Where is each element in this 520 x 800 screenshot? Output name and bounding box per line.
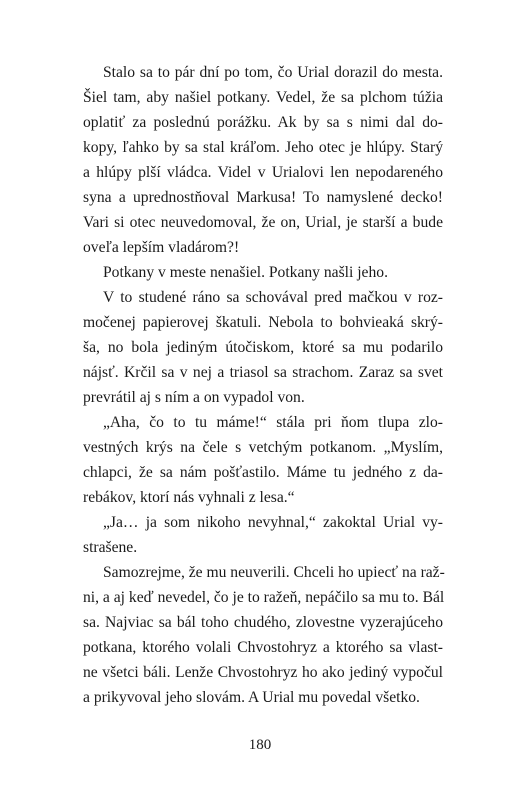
text-line: oveľa lepším vladárom?! — [83, 239, 240, 256]
text-line: vestných krýs na čele s vetchým potkanom. „Myslím, — [83, 439, 443, 456]
text-line: Šiel tam, aby našiel potkany. Vedel, že sa plchom túžia — [83, 89, 443, 106]
text-line: kopy, ľahko by sa stal kráľom. Jeho otec je hlúpy. Starý — [83, 139, 443, 156]
text-line: Samozrejme, že mu neuverili. Chceli ho upiecť na raž- — [103, 564, 445, 581]
text-line: V to studené ráno sa schovával pred mačkou v roz- — [103, 289, 443, 306]
text-line: sa. Najviac sa bál toho chudého, zlovestne vyzerajúceho — [83, 614, 443, 631]
text-line: nájsť. Krčil sa v nej a triasol sa strachom. Zaraz sa svet — [83, 364, 443, 381]
text-line: oplatiť za poslednú porážku. Ak by sa s nimi dal do- — [83, 114, 443, 131]
page-number: 180 — [248, 737, 272, 753]
text-line: Vari si otec neuvedomoval, že on, Urial, je starší a bude — [83, 214, 443, 231]
paragraph — [83, 260, 443, 285]
paragraph — [83, 285, 443, 410]
paragraph — [83, 560, 443, 710]
text-line: „Ja… ja som nikoho nevyhnal,“ zakoktal Urial vy- — [103, 514, 443, 531]
text-line: ne všetci báli. Lenže Chvostohryz ho ako jediný vypočul — [83, 664, 443, 681]
text-line: Stalo sa to pár dní po tom, čo Urial dorazil do mesta. — [103, 64, 443, 81]
text-line: ša, no bola jediným útočiskom, ktoré sa mu podarilo — [83, 339, 443, 356]
paragraph — [83, 60, 443, 260]
paragraph — [83, 410, 443, 510]
text-line: chlapci, že sa nám pošťastilo. Máme tu jedného z da- — [83, 464, 443, 481]
text-line: potkana, ktorého volali Chvostohryz a ktorého sa vlast- — [83, 639, 443, 656]
text-line: a prikyvoval jeho slovám. A Urial mu povedal všetko. — [83, 689, 420, 706]
body-text — [83, 60, 443, 710]
text-line: „Aha, čo to tu máme!“ stála pri ňom tlupa zlo- — [103, 414, 443, 431]
text-line: syna a uprednostňoval Markusa! To namyslené decko! — [83, 189, 443, 206]
text-line: Potkany v meste nenašiel. Potkany našli jeho. — [103, 264, 388, 281]
text-line: ni, a aj keď nevedel, čo je to ražeň, nepáčilo sa mu to. Bál — [83, 589, 445, 606]
paragraph — [83, 510, 443, 560]
text-line: a hlúpy plší vládca. Videl v Urialovi len nepodareného — [83, 164, 443, 181]
text-line: močenej papierovej škatuli. Nebola to bohvieaká skrý- — [83, 314, 443, 331]
text-line: strašene. — [83, 539, 138, 556]
text-line: rebákov, ktorí nás vyhnali z lesa.“ — [83, 489, 295, 506]
text-line: prevrátil aj s ním a on vypadol von. — [83, 389, 305, 406]
